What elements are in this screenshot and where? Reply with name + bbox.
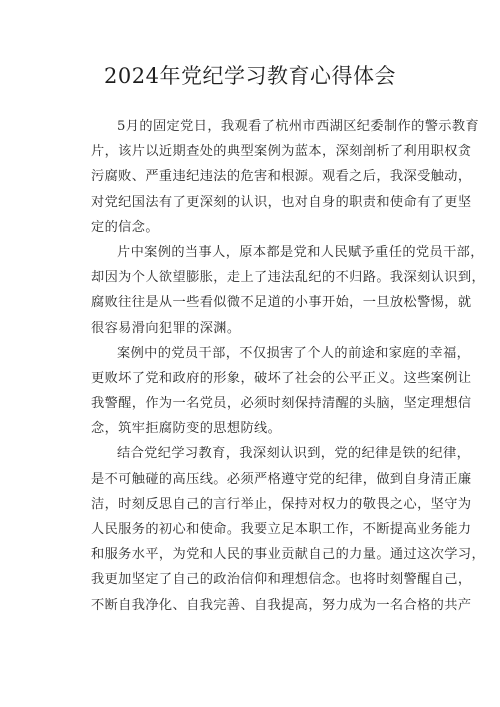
text-line: 对党纪国法有了更深刻的认识，也对自身的职责和使命有了更坚 (91, 194, 472, 210)
document-body (91, 114, 486, 618)
text-line: 不断自我净化、自我完善、自我提高，努力成为一名合格的共产 (91, 597, 472, 613)
paragraph-4 (91, 441, 486, 617)
document-title: 2024年党纪学习教育心得体会 (104, 64, 396, 88)
text-line: 念，筑牢拒腐防变的思想防线。 (91, 421, 282, 437)
text-line: 5月的固定党日，我观看了杭州市西湖区纪委制作的警示教育 (117, 119, 480, 134)
text-line: 更败坏了党和政府的形象，破坏了社会的公平正义。这些案例让 (91, 370, 472, 386)
text-line: 片中案例的当事人，原本都是党和人民赋予重任的党员干部， (117, 244, 484, 260)
paragraph-3 (91, 341, 472, 442)
text-line: 案例中的党员干部，不仅损害了个人的前途和家庭的幸福， (117, 345, 471, 361)
paragraph-2 (91, 240, 486, 341)
text-line: 是不可触碰的高压线。必须严格遵守党的纪律，做到自身清正廉 (91, 471, 472, 487)
text-line: 人民服务的初心和使命。我要立足本职工作，不断提高业务能力 (91, 522, 472, 537)
text-line: 定的信念。 (91, 219, 159, 235)
text-line: 洁，时刻反思自己的言行举止，保持对权力的敬畏之心，坚守为 (91, 496, 472, 512)
text-line: 却因为个人欲望膨胀，走上了违法乱纪的不归路。我深刻认识到， (91, 270, 486, 286)
text-line: 结合党纪学习教育，我深刻认识到，党的纪律是铁的纪律， (117, 446, 471, 462)
text-line: 我更加坚定了自己的政治信仰和理想信念。也将时刻警醒自己， (91, 572, 472, 588)
text-line: 片，该片以近期查处的典型案例为蓝本，深刻剖析了利用职权贪 (91, 144, 472, 160)
text-line: 很容易滑向犯罪的深渊。 (91, 320, 241, 336)
text-line: 腐败往往是从一些看似微不足道的小事开始，一旦放松警惕，就 (91, 295, 472, 311)
text-line: 我警醒，作为一名党员，必须时刻保持清醒的头脑，坚定理想信 (91, 396, 472, 412)
text-line: 和服务水平，为党和人民的事业贡献自己的力量。通过这次学习， (91, 547, 486, 563)
paragraph-1 (91, 114, 480, 240)
text-line: 污腐败、严重违纪违法的危害和根源。观看之后，我深受触动， (91, 169, 472, 185)
